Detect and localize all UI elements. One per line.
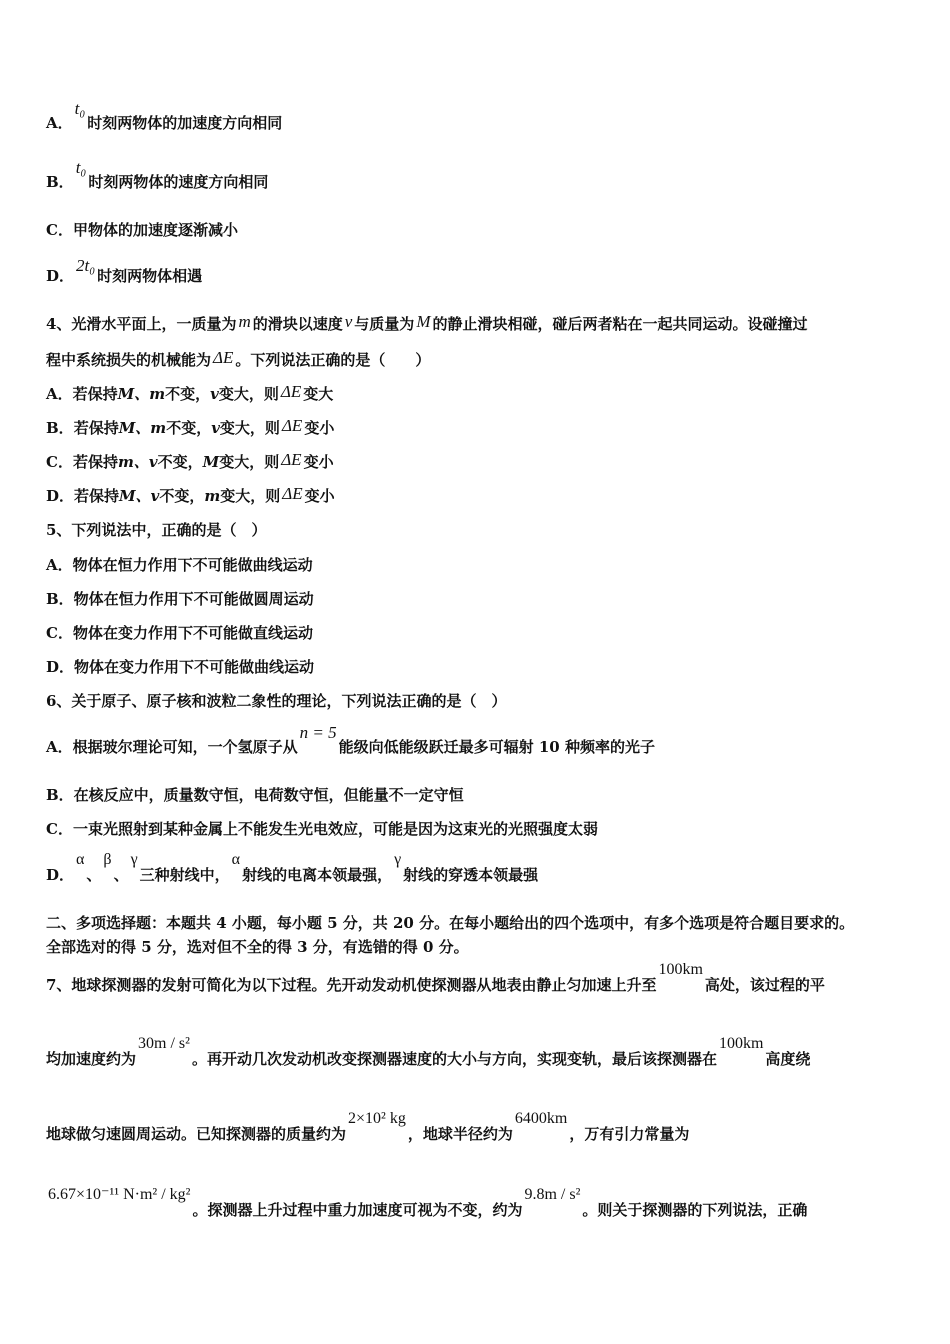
option-c-q6: C．一束光照射到某种金属上不能发生光电效应，可能是因为这束光的光照强度太弱 [46,820,598,838]
option-b-q5: B．物体在恒力作用下不可能做圆周运动 [46,590,314,608]
option-a-q5: A．物体在恒力作用下不可能做曲线运动 [46,556,313,574]
section2-heading-line1: 二、多项选择题：本题共 4 小题，每小题 5 分，共 20 分。在每小题给出的四个选项中，有多个选项是符合题目要求的。 [46,914,855,932]
q4-stem-line2: 程中系统损失的机械能为 ΔE 。下列说法正确的是（ ） [46,348,431,369]
option-d-q5: D．物体在变力作用下不可能做曲线运动 [46,658,315,676]
option-a-q4: A．若保持M、m不变，v变大，则 ΔE 变大 [46,382,334,403]
gravitational-constant: 6.67×10⁻¹¹ N·m² / kg² [48,1186,191,1203]
option-c-q4: C．若保持m、v不变，M变大，则 ΔE 变小 [46,450,334,471]
math-2t0: 2t₀ [76,256,96,275]
q7-line1: 7、地球探测器的发射可简化为以下过程。先开动发动机使探测器从地表由静止匀加速上升至100km高处，该过程的平 [46,961,825,994]
option-a-q6: A．根据玻尔理论可知，一个氢原子从n = 5能级向低能级跃迁最多可辐射 10 种频率的光子 [46,723,655,756]
option-d-q3: D．2t₀时刻两物体相遇 [46,256,203,285]
option-c-q3: C．甲物体的加速度逐渐减小 [46,221,238,239]
section2-heading-line2: 全部选对的得 5 分，选对但不全的得 3 分，有选错的得 0 分。 [46,938,469,956]
q4-stem-line1: 4、光滑水平面上，一质量为 m 的滑块以速度 v 与质量为 M 的静止滑块相碰，碰后两者粘在一起共同运动。设碰撞过 [46,312,808,333]
q6-stem: 6、关于原子、原子核和波粒二象性的理论，下列说法正确的是（ ） [46,692,507,710]
math-t0: t₀ [75,158,87,177]
q7-line4: 6.67×10⁻¹¹ N·m² / kg²。探测器上升过程中重力加速度可视为不变，约为9.8m / s²。则关于探测器的下列说法，正确 [48,1186,808,1219]
q7-line3: 地球做匀速圆周运动。已知探测器的质量约为2×10² kg，地球半径约为6400km，万有引力常量为 [46,1110,690,1143]
option-d-q6: D．α、β、γ三种射线中，α射线的电离本领最强，γ射线的穿透本领最强 [46,851,539,884]
option-b-q6: B．在核反应中，质量数守恒，电荷数守恒，但能量不一定守恒 [46,786,464,804]
option-a-q3: A．t₀时刻两物体的加速度方向相同 [46,99,283,132]
option-b-q3: B．t₀时刻两物体的速度方向相同 [46,158,269,191]
option-c-q5: C．物体在变力作用下不可能做直线运动 [46,624,313,642]
q5-stem: 5、下列说法中，正确的是（ ） [46,521,267,539]
option-b-q4: B．若保持M、m不变，v变大，则 ΔE 变小 [46,416,335,437]
math-t0: t₀ [74,99,86,118]
option-d-q4: D．若保持M、v不变，m变大，则 ΔE 变小 [46,484,335,505]
q7-line2: 均加速度约为30m / s²。再开动几次发动机改变探测器速度的大小与方向，实现变轨，最后该探测器在100km高度绕 [46,1035,811,1068]
math-n5: n = 5 [299,723,337,742]
